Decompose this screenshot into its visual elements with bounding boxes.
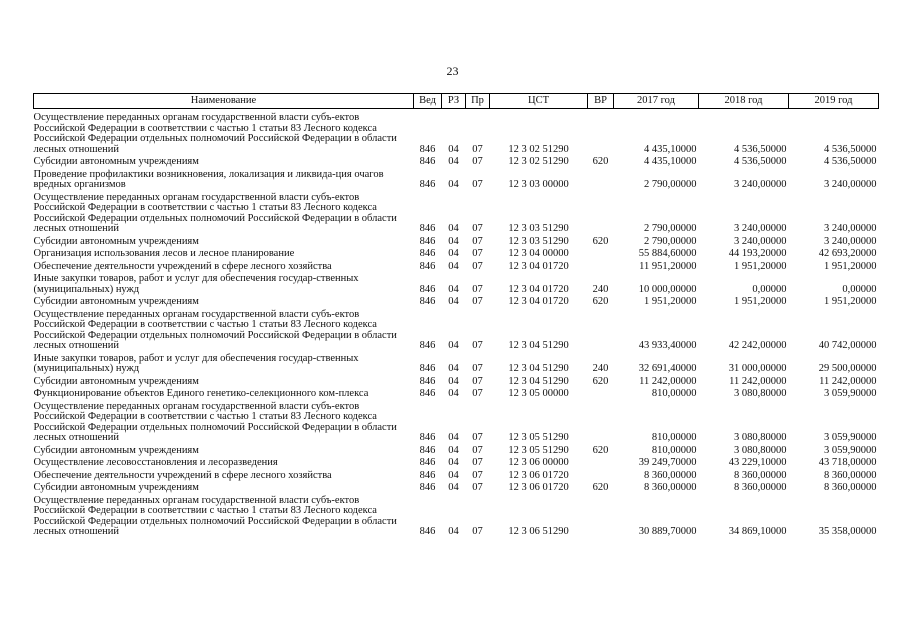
row-name: Осуществление лесовосстановления и лесоразведения — [33, 457, 278, 468]
row-vr: 620 — [592, 444, 609, 456]
row-amount-2019: 3 240,00000 — [824, 223, 877, 234]
table-row — [34, 400, 879, 444]
row-amount-2019: 4 536,50000 — [824, 156, 877, 167]
table-row — [34, 444, 879, 457]
page-number: 23 — [446, 64, 459, 78]
row-cst: 12 3 06 00000 — [508, 457, 569, 468]
row-vr: 240 — [592, 363, 609, 374]
row-name: Функционирование объектов Единого генетико-селекционного ком-плекса — [33, 388, 369, 399]
row-rz: 04 — [448, 375, 459, 387]
row-ved: 846 — [419, 248, 436, 259]
table-body — [34, 109, 879, 538]
row-vr: 620 — [592, 156, 609, 167]
row-vr — [588, 109, 614, 156]
row-amount-2017: 11 242,00000 — [639, 375, 697, 387]
table-header — [34, 94, 879, 109]
row-cst: 12 3 04 51290 — [508, 375, 569, 387]
row-rz: 04 — [448, 444, 459, 456]
row-rz: 04 — [448, 388, 459, 399]
row-amount-2017: 810,00000 — [651, 432, 697, 443]
row-name: Субсидии автономным учреждениям — [33, 156, 199, 167]
row-ved: 846 — [419, 283, 436, 295]
column-header-2018: 2018 год — [699, 94, 789, 109]
row-rz: 04 — [448, 156, 459, 167]
row-pr: 07 — [472, 223, 483, 234]
row-amount-2019: 1 951,20000 — [824, 260, 877, 272]
row-rz: 04 — [448, 482, 459, 493]
row-ved: 846 — [419, 235, 436, 247]
row-amount-2018: 34 869,10000 — [728, 526, 787, 537]
row-rz: 04 — [448, 260, 459, 272]
row-cst: 12 3 04 00000 — [508, 248, 569, 259]
row-cst: 12 3 04 51290 — [508, 363, 569, 374]
row-name: Субсидии автономным учреждениям — [33, 482, 199, 493]
row-pr: 07 — [472, 457, 483, 468]
table-row — [34, 260, 879, 273]
row-name: Осуществление переданных органам государственной власти субъ-ектов Российской Федерации в соответствии с частью 1 статьи 83 Лесного кодекса Российской Федерации отдельных полномочий Российской Федерации в области лесных отношений — [33, 112, 397, 155]
row-cst: 12 3 04 01720 — [508, 296, 569, 307]
row-amount-2017: 4 435,10000 — [644, 143, 697, 155]
row-name: Осуществление переданных органам государственной власти субъ-ектов Российской Федерации в соответствии с частью 1 статьи 83 Лесного кодекса Российской Федерации отдельных полномочий Российской Федерации в области лесных отношений — [33, 191, 397, 234]
row-cst: 12 3 06 01720 — [508, 469, 569, 481]
row-pr: 07 — [472, 283, 483, 295]
row-amount-2019: 3 059,90000 — [824, 388, 877, 399]
row-rz: 04 — [448, 363, 459, 374]
row-amount-2017: 810,00000 — [651, 444, 697, 456]
row-vr — [588, 400, 614, 444]
row-rz: 04 — [448, 235, 459, 247]
row-ved: 846 — [419, 432, 436, 443]
row-amount-2017: 4 435,10000 — [644, 156, 697, 167]
row-rz: 04 — [448, 283, 459, 295]
row-amount-2019: 40 742,00000 — [818, 340, 877, 351]
row-name: Обеспечение деятельности учреждений в сфере лесного хозяйства — [33, 260, 332, 272]
row-amount-2017: 32 691,40000 — [638, 363, 697, 374]
row-name: Проведение профилактики возникновения, локализация и ликвида-ция очагов вредных организмов — [33, 168, 384, 190]
row-ved: 846 — [419, 526, 436, 537]
row-name: Осуществление переданных органам государственной власти субъ-ектов Российской Федерации в соответствии с частью 1 статьи 83 Лесного кодекса Российской Федерации отдельных полномочий Российской Федерации в области лесных отношений — [33, 494, 397, 537]
row-cst: 12 3 03 51290 — [508, 235, 569, 247]
row-amount-2018: 42 242,00000 — [728, 340, 787, 351]
table-row — [34, 109, 879, 156]
row-amount-2019: 11 242,00000 — [819, 375, 877, 387]
row-rz: 04 — [448, 296, 459, 307]
row-amount-2018: 11 242,00000 — [729, 375, 787, 387]
row-amount-2017: 10 000,00000 — [638, 283, 697, 295]
row-amount-2018: 43 229,10000 — [728, 457, 787, 468]
column-header-cst: ЦСТ — [490, 94, 588, 109]
row-amount-2017: 8 360,00000 — [644, 482, 697, 493]
row-amount-2017: 8 360,00000 — [644, 469, 697, 481]
row-amount-2017: 810,00000 — [651, 388, 697, 399]
table-row — [34, 191, 879, 235]
row-vr — [588, 469, 614, 482]
table-row — [34, 168, 879, 191]
row-amount-2019: 43 718,00000 — [818, 457, 877, 468]
row-amount-2019: 3 059,90000 — [824, 432, 877, 443]
row-amount-2019: 4 536,50000 — [824, 143, 877, 155]
row-name: Субсидии автономным учреждениям — [33, 444, 199, 456]
row-pr: 07 — [472, 340, 483, 351]
row-amount-2019: 35 358,00000 — [818, 526, 877, 537]
column-header-pr: Пр — [466, 94, 490, 109]
row-amount-2017: 30 889,70000 — [638, 526, 697, 537]
row-amount-2019: 3 240,00000 — [824, 179, 877, 190]
row-name: Осуществление переданных органам государственной власти субъ-ектов Российской Федерации в соответствии с частью 1 статьи 83 Лесного кодекса Российской Федерации отдельных полномочий Российской Федерации в области лесных отношений — [33, 400, 397, 443]
table-row — [34, 456, 879, 469]
column-header-vr: ВР — [588, 94, 614, 109]
row-name: Иные закупки товаров, работ и услуг для обеспечения государ-ственных (муниципальных) нужд — [33, 352, 359, 374]
row-pr: 07 — [472, 375, 483, 387]
row-rz: 04 — [448, 432, 459, 443]
row-amount-2018: 0,00000 — [752, 283, 787, 295]
row-ved: 846 — [419, 296, 436, 307]
row-cst: 12 3 05 51290 — [508, 432, 569, 443]
row-amount-2018: 3 240,00000 — [734, 235, 787, 247]
row-amount-2018: 4 536,50000 — [734, 156, 787, 167]
row-cst: 12 3 02 51290 — [508, 156, 569, 167]
row-vr: 240 — [592, 283, 609, 295]
row-vr: 620 — [592, 482, 609, 493]
row-vr — [588, 168, 614, 191]
row-vr — [588, 456, 614, 469]
budget-table — [33, 93, 879, 538]
row-rz: 04 — [448, 457, 459, 468]
row-pr: 07 — [472, 444, 483, 456]
row-amount-2018: 1 951,20000 — [734, 260, 787, 272]
row-rz: 04 — [448, 340, 459, 351]
row-name: Субсидии автономным учреждениям — [33, 296, 199, 307]
row-amount-2017: 55 884,60000 — [638, 248, 697, 259]
row-pr: 07 — [472, 482, 483, 493]
table-row — [34, 272, 879, 295]
row-name: Обеспечение деятельности учреждений в сфере лесного хозяйства — [33, 469, 332, 481]
row-vr — [588, 494, 614, 538]
table-row — [34, 247, 879, 260]
table-row — [34, 295, 879, 308]
row-ved: 846 — [419, 363, 436, 374]
row-amount-2019: 29 500,00000 — [818, 363, 877, 374]
row-pr: 07 — [472, 156, 483, 167]
table-row — [34, 494, 879, 538]
row-amount-2018: 3 240,00000 — [734, 223, 787, 234]
row-rz: 04 — [448, 248, 459, 259]
row-vr: 620 — [592, 296, 609, 307]
row-amount-2018: 3 080,80000 — [734, 432, 787, 443]
table-row — [34, 308, 879, 352]
row-vr: 620 — [592, 375, 609, 387]
column-header-2017: 2017 год — [614, 94, 699, 109]
row-cst: 12 3 04 01720 — [508, 260, 569, 272]
row-amount-2019: 3 240,00000 — [824, 235, 877, 247]
row-cst: 12 3 06 01720 — [508, 482, 569, 493]
row-pr: 07 — [472, 260, 483, 272]
row-ved: 846 — [419, 482, 436, 493]
row-ved: 846 — [419, 179, 436, 190]
row-amount-2019: 8 360,00000 — [824, 482, 877, 493]
row-amount-2018: 8 360,00000 — [734, 482, 787, 493]
row-pr: 07 — [472, 432, 483, 443]
row-pr: 07 — [472, 235, 483, 247]
row-pr: 07 — [472, 388, 483, 399]
row-amount-2017: 11 951,20000 — [639, 260, 697, 272]
column-header-name: Наименование — [34, 94, 414, 109]
row-amount-2018: 3 080,80000 — [734, 388, 787, 399]
row-amount-2018: 44 193,20000 — [728, 248, 787, 259]
row-pr: 07 — [472, 469, 483, 481]
row-name: Субсидии автономным учреждениям — [33, 235, 199, 247]
row-ved: 846 — [419, 388, 436, 399]
row-amount-2017: 1 951,20000 — [644, 296, 697, 307]
row-pr: 07 — [472, 363, 483, 374]
table-row — [34, 375, 879, 388]
column-header-rz: РЗ — [442, 94, 466, 109]
row-ved: 846 — [419, 156, 436, 167]
row-rz: 04 — [448, 223, 459, 234]
row-rz: 04 — [448, 179, 459, 190]
row-cst: 12 3 03 51290 — [508, 223, 569, 234]
row-amount-2018: 3 080,80000 — [734, 444, 787, 456]
row-amount-2017: 2 790,00000 — [644, 179, 697, 190]
row-cst: 12 3 04 01720 — [508, 283, 569, 295]
column-header-ved: Вед — [414, 94, 442, 109]
row-rz: 04 — [448, 143, 459, 155]
row-vr — [588, 308, 614, 352]
row-ved: 846 — [419, 260, 436, 272]
table-row — [34, 155, 879, 168]
row-amount-2019: 8 360,00000 — [824, 469, 877, 481]
row-amount-2019: 42 693,20000 — [818, 248, 877, 259]
row-ved: 846 — [419, 469, 436, 481]
table-row — [34, 469, 879, 482]
row-cst: 12 3 03 00000 — [508, 179, 569, 190]
row-vr — [588, 387, 614, 400]
table-row — [34, 352, 879, 375]
table-row — [34, 387, 879, 400]
row-amount-2017: 2 790,00000 — [644, 235, 697, 247]
row-cst: 12 3 06 51290 — [508, 526, 569, 537]
table-row — [34, 481, 879, 494]
row-name: Осуществление переданных органам государственной власти субъ-ектов Российской Федерации в соответствии с частью 1 статьи 83 Лесного кодекса Российской Федерации отдельных полномочий Российской Федерации в области лесных отношений — [33, 308, 397, 351]
column-header-2019: 2019 год — [789, 94, 879, 109]
row-pr: 07 — [472, 143, 483, 155]
row-cst: 12 3 04 51290 — [508, 340, 569, 351]
row-rz: 04 — [448, 526, 459, 537]
row-amount-2017: 2 790,00000 — [644, 223, 697, 234]
row-amount-2019: 1 951,20000 — [824, 296, 877, 307]
row-name: Субсидии автономным учреждениям — [33, 375, 199, 387]
row-amount-2018: 8 360,00000 — [734, 469, 787, 481]
row-ved: 846 — [419, 444, 436, 456]
row-amount-2018: 4 536,50000 — [734, 143, 787, 155]
row-pr: 07 — [472, 296, 483, 307]
row-ved: 846 — [419, 223, 436, 234]
row-name: Иные закупки товаров, работ и услуг для обеспечения государ-ственных (муниципальных) нужд — [33, 273, 359, 295]
row-pr: 07 — [472, 248, 483, 259]
table-row — [34, 235, 879, 248]
row-vr: 620 — [592, 235, 609, 247]
row-pr: 07 — [472, 179, 483, 190]
row-amount-2017: 43 933,40000 — [638, 340, 697, 351]
row-amount-2018: 1 951,20000 — [734, 296, 787, 307]
row-cst: 12 3 02 51290 — [508, 143, 569, 155]
row-amount-2019: 3 059,90000 — [824, 444, 877, 456]
row-amount-2017: 39 249,70000 — [638, 457, 697, 468]
row-amount-2018: 31 000,00000 — [728, 363, 787, 374]
row-amount-2018: 3 240,00000 — [734, 179, 787, 190]
row-ved: 846 — [419, 375, 436, 387]
row-name: Организация использования лесов и лесное планирование — [33, 248, 295, 259]
row-amount-2019: 0,00000 — [842, 283, 877, 295]
row-vr — [588, 191, 614, 235]
row-rz: 04 — [448, 469, 459, 481]
row-cst: 12 3 05 00000 — [508, 388, 569, 399]
row-cst: 12 3 05 51290 — [508, 444, 569, 456]
row-vr — [588, 247, 614, 260]
row-ved: 846 — [419, 340, 436, 351]
row-ved: 846 — [419, 457, 436, 468]
row-vr — [588, 260, 614, 273]
row-pr: 07 — [472, 526, 483, 537]
row-ved: 846 — [419, 143, 436, 155]
